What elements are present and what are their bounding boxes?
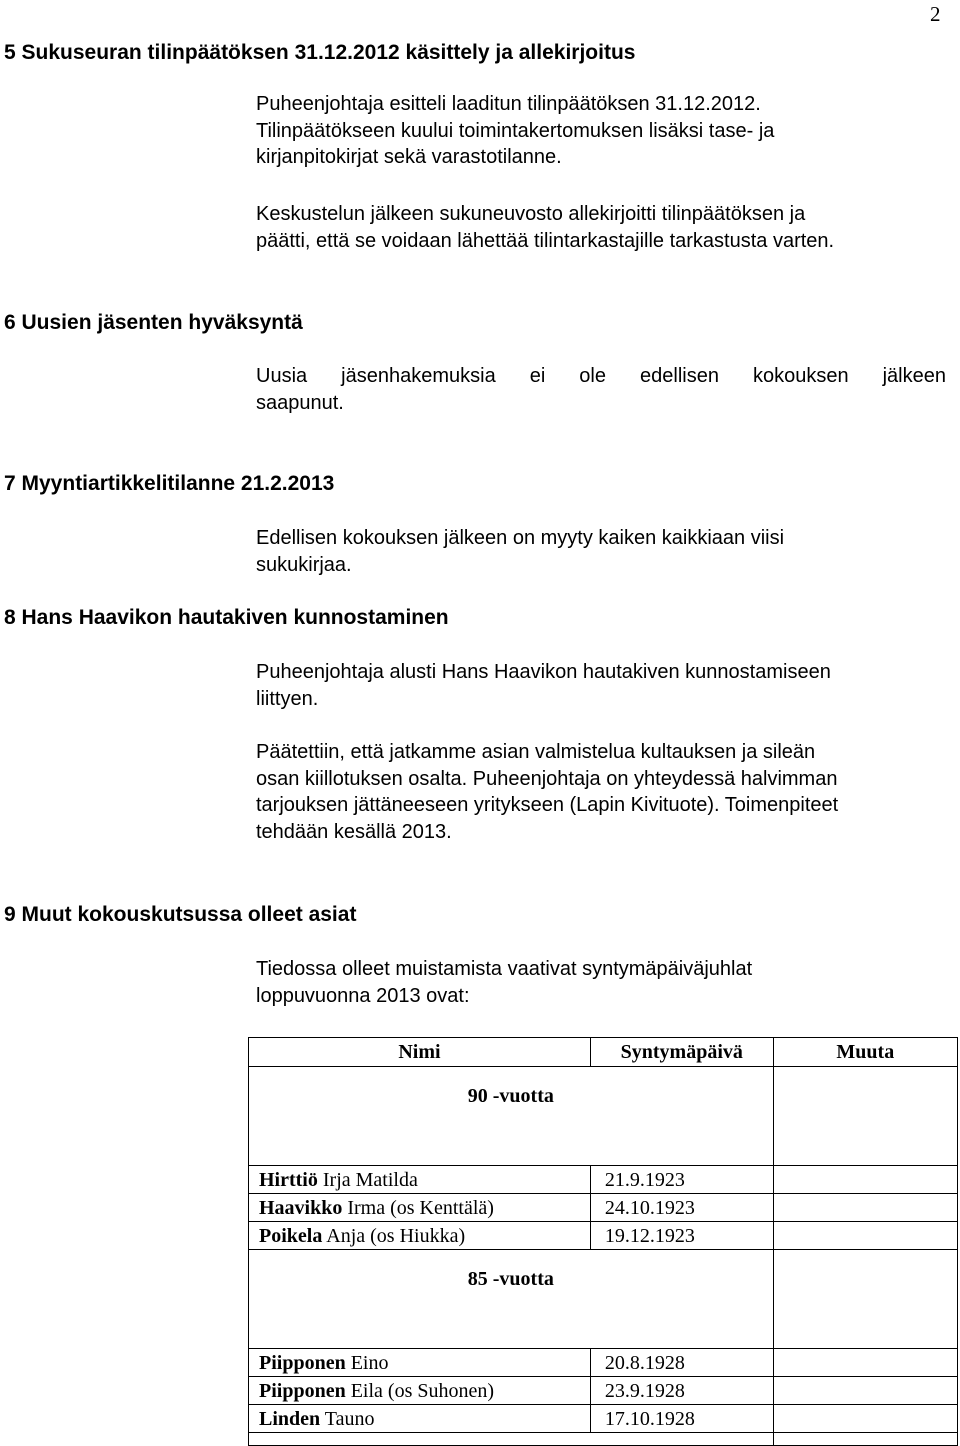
birthday-cell: 17.10.1928 xyxy=(590,1405,773,1433)
section-heading-6: 6 Uusien jäsenten hyväksyntä xyxy=(4,311,303,334)
surname: Poikela xyxy=(259,1224,323,1247)
given-names: Irma (os Kenttälä) xyxy=(347,1196,494,1219)
text-line: kirjanpitokirjat sekä varastotilanne. xyxy=(256,146,562,168)
text-line: Keskustelun jälkeen sukuneuvosto allekirjoitti tilinpäätöksen ja xyxy=(256,203,806,225)
text-line: Edellisen kokouksen jälkeen on myyty kaiken kaikkiaan viisi xyxy=(256,527,785,549)
group-label: 85 -vuotta xyxy=(249,1250,774,1349)
section-6-paragraph-1 xyxy=(256,363,946,416)
table-row xyxy=(249,1377,958,1405)
surname: Piipponen xyxy=(259,1351,346,1374)
text-line: tehdään kesällä 2013. xyxy=(256,820,452,843)
table-row-empty xyxy=(249,1433,958,1446)
section-heading-7: 7 Myyntiartikkelitilanne 21.2.2013 xyxy=(4,472,335,495)
birthday-cell: 20.8.1928 xyxy=(590,1349,773,1377)
text-line: Tiedossa olleet muistamista vaativat syntymäpäiväjuhlat xyxy=(256,958,753,980)
section-heading-9: 9 Muut kokouskutsussa olleet asiat xyxy=(4,903,357,926)
table-row xyxy=(249,1349,958,1377)
birthday-cell: 19.12.1923 xyxy=(590,1222,773,1250)
birthday-cell: 21.9.1923 xyxy=(590,1166,773,1194)
text-line: sukukirjaa. xyxy=(256,553,352,576)
column-header-name: Nimi xyxy=(249,1038,591,1067)
note-cell xyxy=(773,1222,957,1250)
note-cell xyxy=(773,1377,957,1405)
text-line: Tilinpäätökseen kuului toimintakertomuksen lisäksi tase- ja xyxy=(256,119,775,142)
note-cell xyxy=(773,1349,957,1377)
text-line: Päätettiin, että jatkamme asian valmistelua kultauksen ja sileän xyxy=(256,741,816,763)
column-header-birthday: Syntymäpäivä xyxy=(590,1038,773,1067)
column-header-other: Muuta xyxy=(773,1038,957,1067)
text-line: Uusia jäsenhakemuksia ei ole edellisen kokouksen jälkeen xyxy=(256,365,946,387)
section-heading-5: 5 Sukuseuran tilinpäätöksen 31.12.2012 käsittely ja allekirjoitus xyxy=(4,41,636,64)
note-cell xyxy=(773,1405,957,1433)
table-row xyxy=(249,1194,958,1222)
group-row-90 xyxy=(249,1067,958,1166)
table-row xyxy=(249,1222,958,1250)
name-cell xyxy=(249,1194,591,1222)
given-names: Eila (os Suhonen) xyxy=(350,1379,495,1402)
surname: Hirttiö xyxy=(259,1168,318,1191)
text-line: saapunut. xyxy=(256,391,344,414)
section-9-paragraph-1 xyxy=(256,956,946,1009)
text-line: Puheenjohtaja alusti Hans Haavikon hautakiven kunnostamiseen xyxy=(256,661,831,683)
table-cell xyxy=(773,1067,957,1166)
given-names: Anja (os Hiukka) xyxy=(326,1224,466,1247)
birthday-table xyxy=(248,1037,958,1446)
name-cell xyxy=(249,1405,591,1433)
birthday-cell: 23.9.1928 xyxy=(590,1377,773,1405)
text-line: tarjouksen jättäneeseen yritykseen (Lapin Kivituote). Toimenpiteet xyxy=(256,794,839,816)
given-names: Tauno xyxy=(324,1407,375,1430)
table-cell xyxy=(773,1433,957,1446)
given-names: Irja Matilda xyxy=(322,1168,418,1191)
note-cell xyxy=(773,1166,957,1194)
name-cell xyxy=(249,1222,591,1250)
table-row xyxy=(249,1405,958,1433)
given-names: Eino xyxy=(350,1351,389,1374)
text-line: Puheenjohtaja esitteli laaditun tilinpäätöksen 31.12.2012. xyxy=(256,93,761,115)
text-line: osan kiillotuksen osalta. Puheenjohtaja on yhteydessä halvimman xyxy=(256,767,838,790)
note-cell xyxy=(773,1194,957,1222)
name-cell xyxy=(249,1377,591,1405)
table-row xyxy=(249,1166,958,1194)
text-line: päätti, että se voidaan lähettää tilintarkastajille tarkastusta varten. xyxy=(256,229,835,252)
table-cell xyxy=(773,1250,957,1349)
section-8-paragraph-2 xyxy=(256,739,946,845)
section-7-paragraph-1 xyxy=(256,525,946,578)
surname: Haavikko xyxy=(259,1196,343,1219)
section-5-paragraph-2 xyxy=(256,201,946,254)
section-8-paragraph-1 xyxy=(256,659,946,712)
birthday-cell: 24.10.1923 xyxy=(590,1194,773,1222)
surname: Piipponen xyxy=(259,1379,346,1402)
section-5-paragraph-1 xyxy=(256,91,946,171)
page-number: 2 xyxy=(930,2,941,26)
name-cell xyxy=(249,1349,591,1377)
table-header-row xyxy=(249,1038,958,1067)
group-label: 90 -vuotta xyxy=(249,1067,774,1166)
text-line: loppuvuonna 2013 ovat: xyxy=(256,984,470,1007)
text-line: liittyen. xyxy=(256,687,319,710)
surname: Linden xyxy=(259,1407,321,1430)
table-cell xyxy=(249,1433,774,1446)
section-heading-8: 8 Hans Haavikon hautakiven kunnostaminen xyxy=(4,606,449,629)
name-cell xyxy=(249,1166,591,1194)
group-row-85 xyxy=(249,1250,958,1349)
